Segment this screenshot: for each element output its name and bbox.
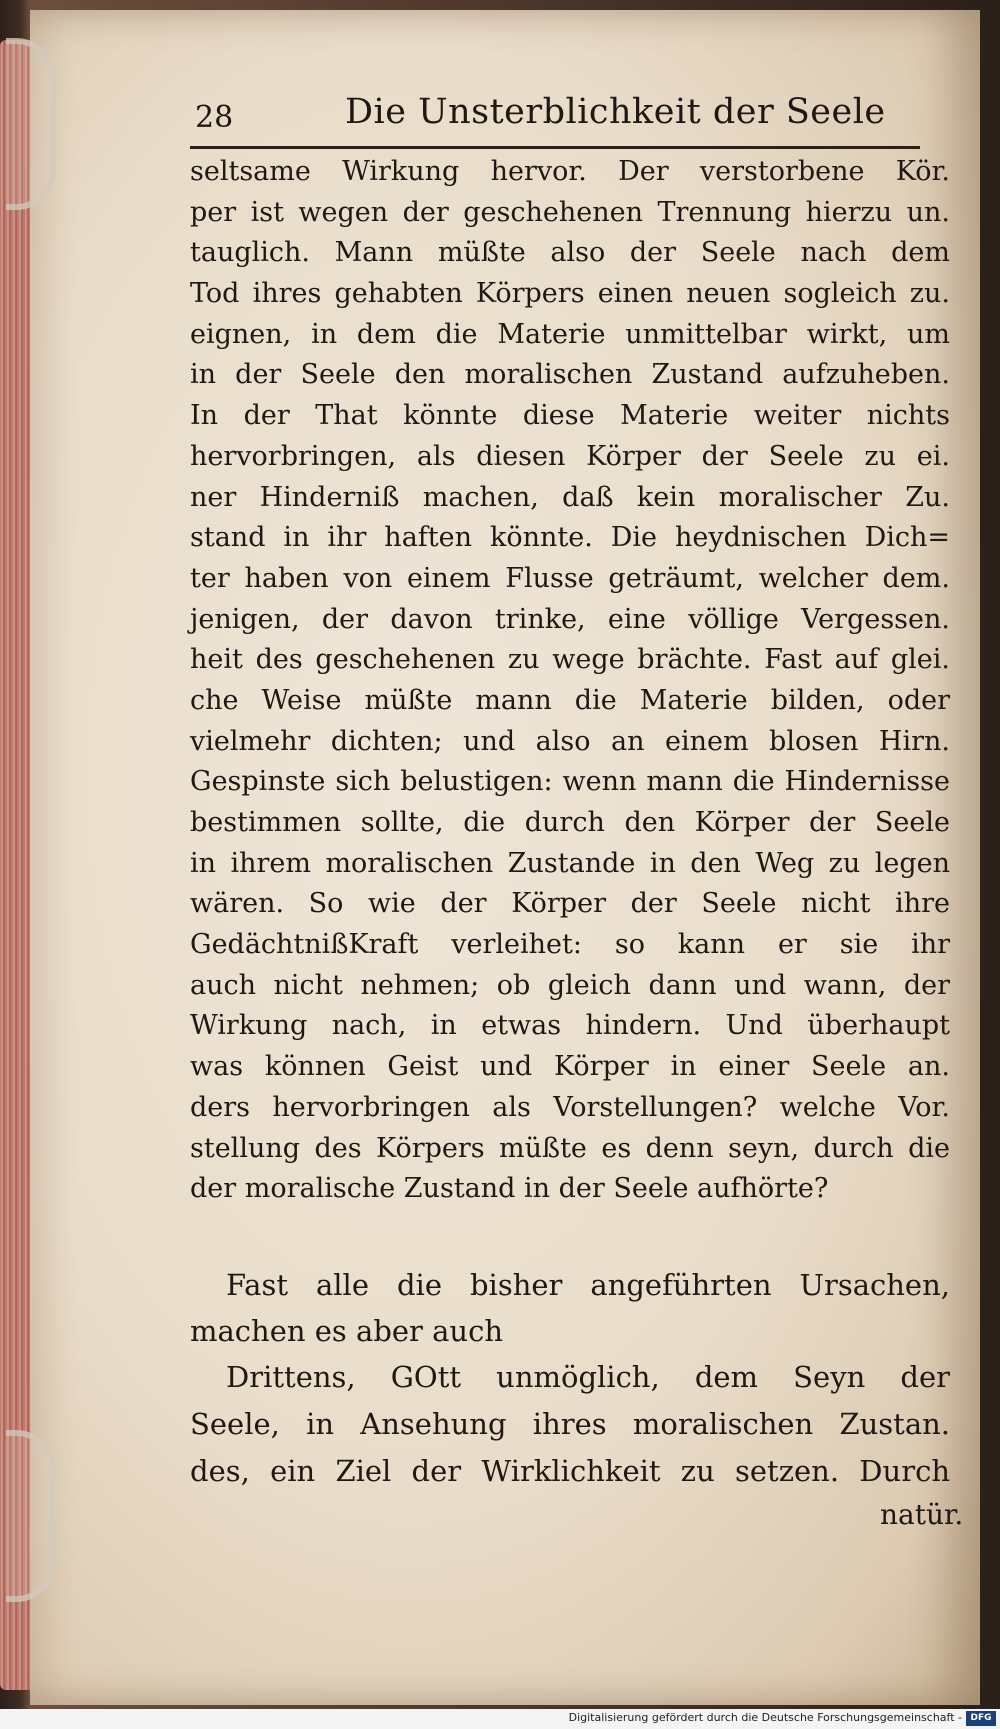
catchword: natür. — [880, 1498, 964, 1531]
text-line: hervorbringen, als diesen Körper der Seele zu ei. — [190, 440, 950, 472]
text-line: ter haben von einem Flusse geträumt, welcher dem. — [190, 562, 950, 594]
page-number: 28 — [195, 100, 234, 135]
running-title: Die Unsterblichkeit der Seele — [345, 92, 886, 132]
clip-top — [6, 38, 56, 210]
text-line: Seele, in Ansehung ihres moralischen Zustan. — [190, 1407, 950, 1441]
text-line: GedächtnißKraft verleihet: so kann er sie ihr — [190, 929, 950, 961]
text-line: was können Geist und Körper in einer Seele an. — [190, 1051, 950, 1083]
text-line: Wirkung nach, in etwas hindern. Und überhaupt — [190, 1010, 950, 1042]
body-paragraph-3 — [190, 1354, 950, 1495]
text-line: In der That könnte diese Materie weiter nichts — [190, 400, 950, 432]
text-line: Drittens, GOtt unmöglich, dem Seyn der — [226, 1360, 950, 1394]
dfg-logo-badge[interactable]: DFG — [966, 1711, 996, 1726]
body-paragraph-2 — [190, 1262, 950, 1354]
text-line: des, ein Ziel der Wirklichkeit zu setzen. Durch — [190, 1454, 950, 1488]
text-line: auch nicht nehmen; ob gleich dann und wann, der — [190, 969, 950, 1001]
page-header — [195, 92, 925, 142]
text-line: seltsame Wirkung hervor. Der verstorbene Kör. — [190, 156, 950, 187]
text-line: stellung des Körpers müßte es denn seyn, durch die — [190, 1132, 950, 1164]
footer-bar — [0, 1709, 1000, 1729]
text-line: machen es aber auch — [190, 1314, 504, 1348]
text-line: Fast alle die bisher angeführten Ursachen, — [226, 1268, 950, 1302]
text-line: ner Hinderniß machen, daß kein moralischer Zu. — [190, 481, 950, 513]
body-paragraph-1 — [190, 152, 950, 1210]
text-line: der moralische Zustand in der Seele aufhörte? — [190, 1173, 829, 1205]
text-line: vielmehr dichten; und also an einem blosen Hirn. — [190, 725, 950, 757]
text-line: Gespinste sich belustigen: wenn mann die Hindernisse — [190, 766, 950, 798]
text-line: che Weise müßte mann die Materie bilden, oder — [190, 684, 950, 716]
clip-bottom — [6, 1430, 56, 1602]
text-line: wären. So wie der Körper der Seele nicht ihre — [190, 888, 950, 920]
text-line: in der Seele den moralischen Zustand aufzuheben. — [190, 359, 950, 391]
text-line: Tod ihres gehabten Körpers einen neuen sogleich zu. — [190, 278, 950, 310]
text-line: tauglich. Mann müßte also der Seele nach dem — [190, 237, 950, 269]
text-line: heit des geschehenen zu wege brächte. Fast auf glei. — [190, 644, 950, 676]
text-line: stand in ihr haften könnte. Die heydnischen Dich= — [190, 522, 950, 554]
footer-credit: Digitalisierung gefördert durch die Deutsche Forschungsgemeinschaft - — [568, 1711, 962, 1724]
text-line: eignen, in dem die Materie unmittelbar wirkt, um — [190, 318, 950, 350]
text-line: in ihrem moralischen Zustande in den Weg zu legen — [190, 847, 950, 879]
text-line: jenigen, der davon trinke, eine völlige Vergessen. — [190, 603, 950, 635]
text-line: bestimmen sollte, die durch den Körper der Seele — [190, 807, 950, 838]
text-line: per ist wegen der geschehenen Trennung hierzu un. — [190, 196, 950, 228]
text-line: ders hervorbringen als Vorstellungen? welche Vor. — [190, 1091, 950, 1123]
header-rule — [190, 146, 920, 149]
